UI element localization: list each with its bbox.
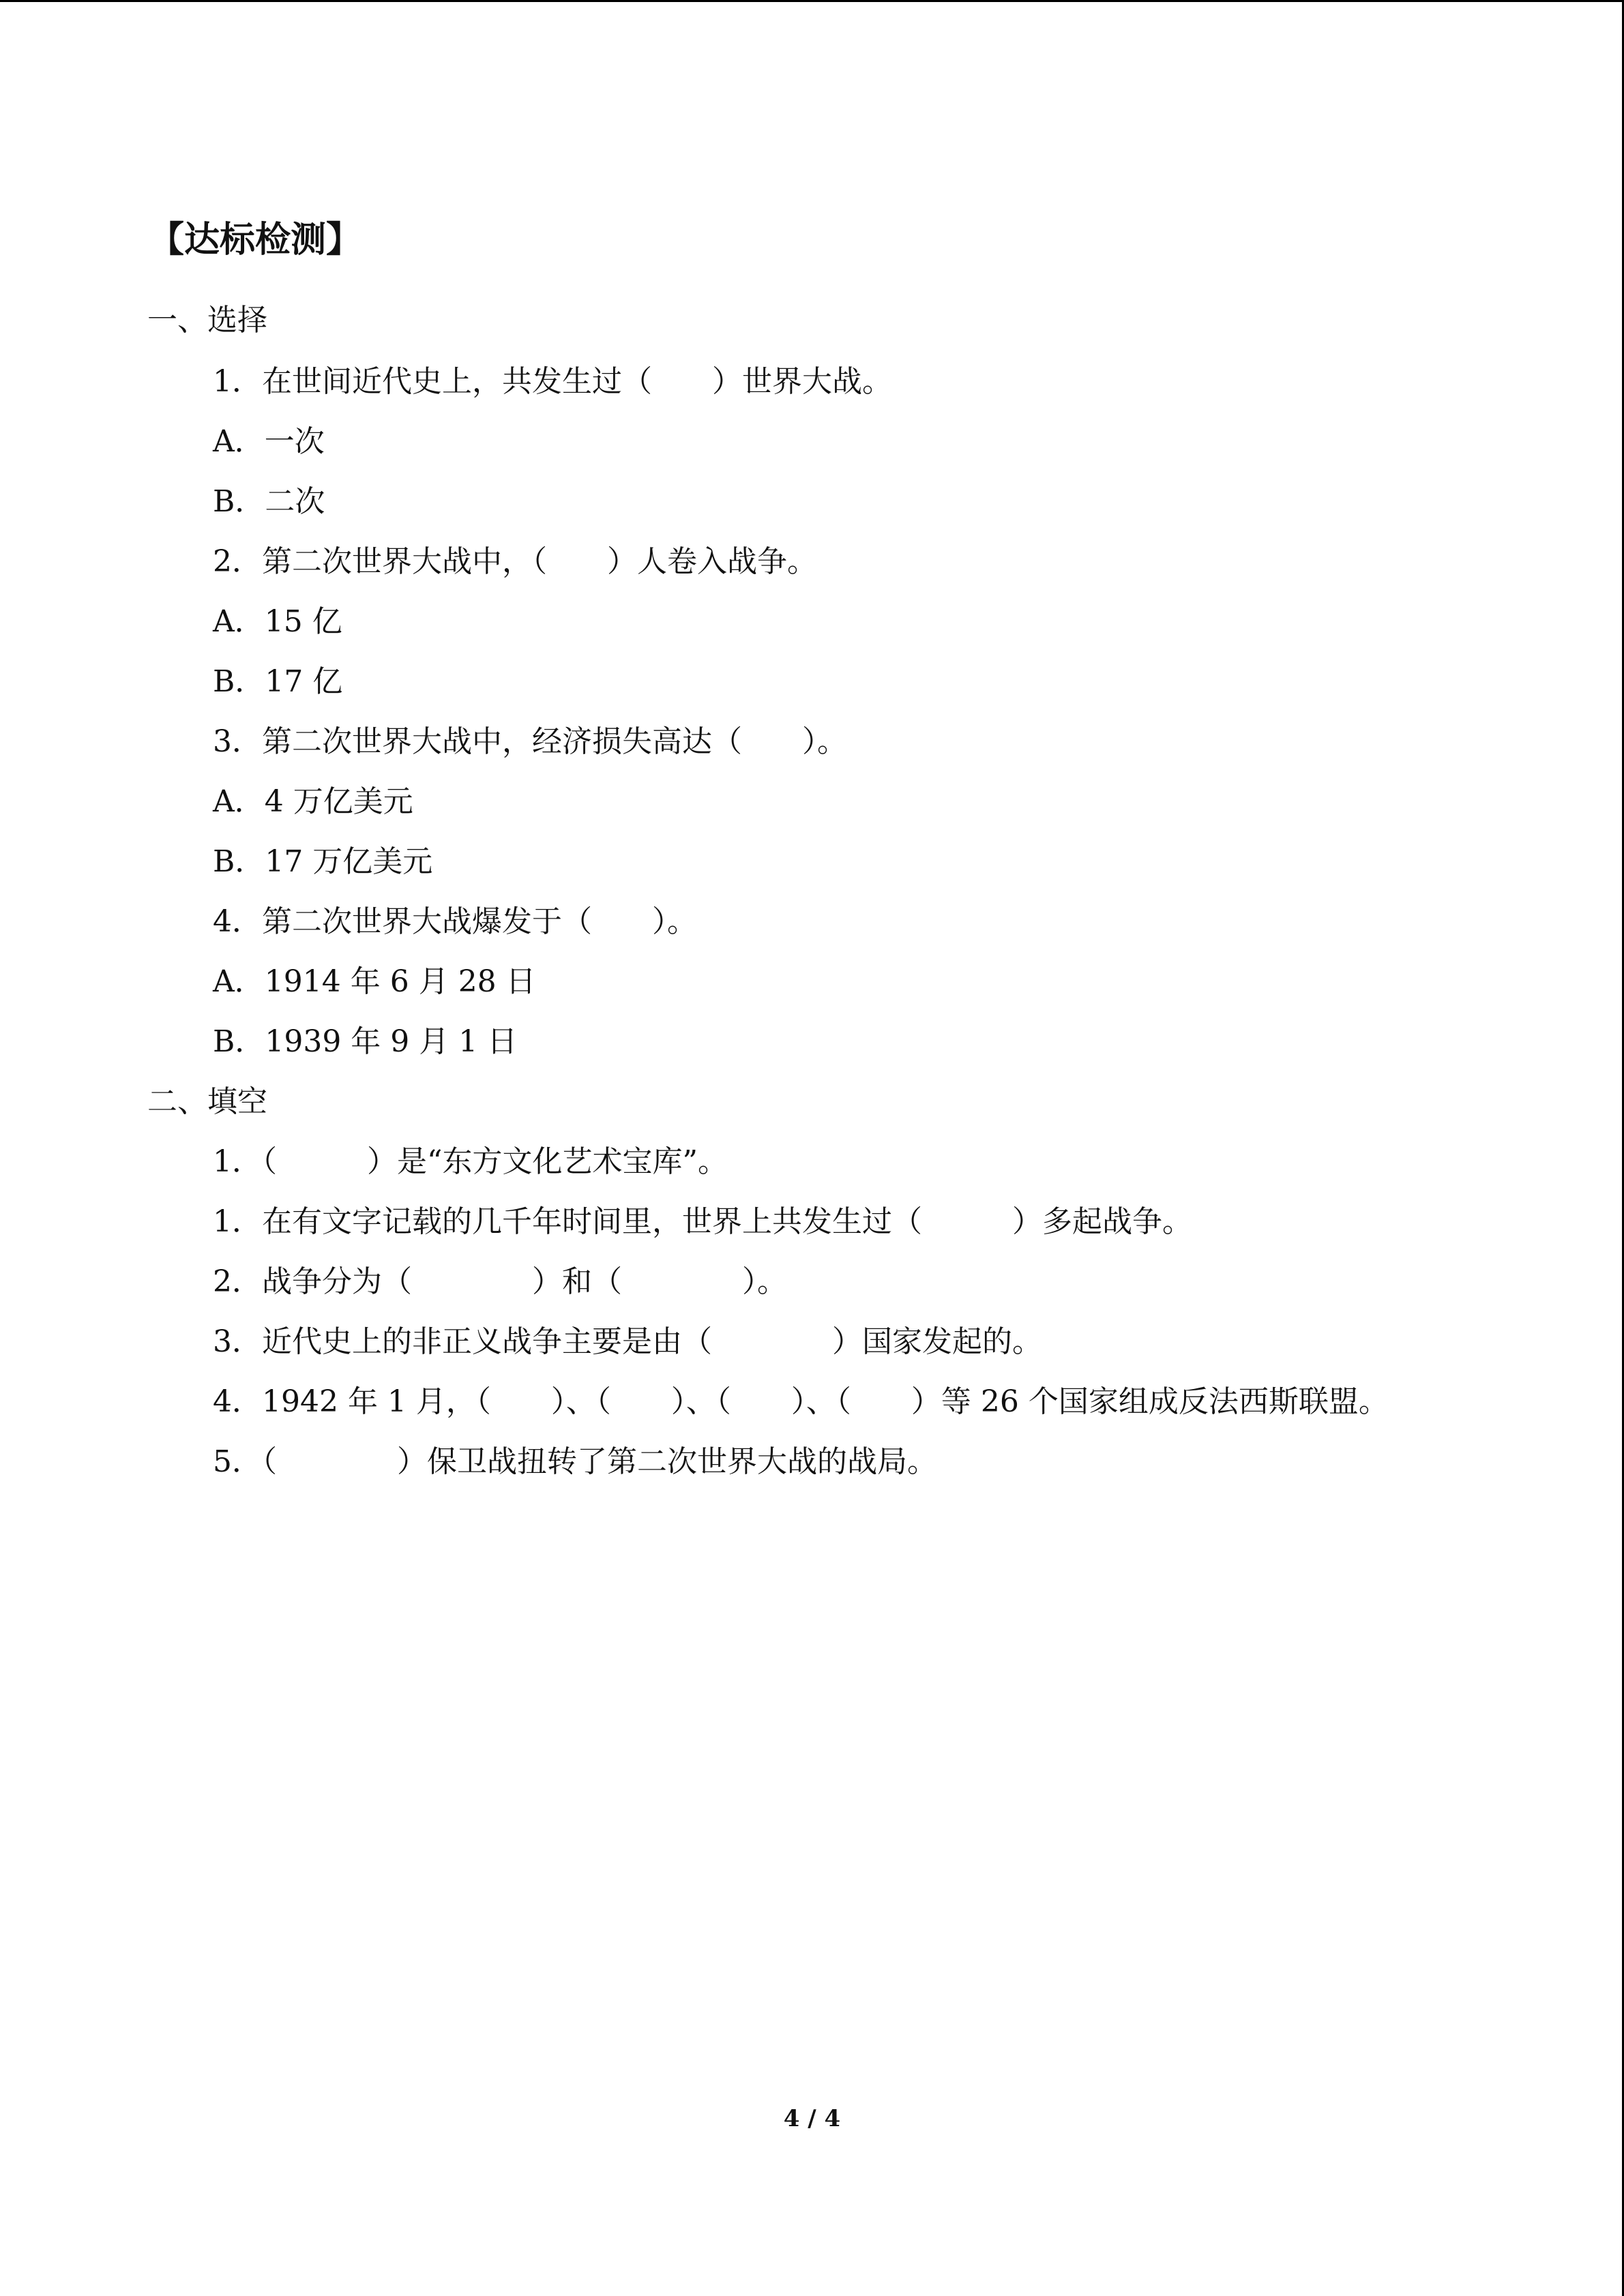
fill-question-1-second: 1．在有文字记载的几千年时间里，世界上共发生过（ ）多起战争。 bbox=[213, 1204, 1192, 1239]
fill-question-3: 3．近代史上的非正义战争主要是由（ ）国家发起的。 bbox=[213, 1324, 1042, 1359]
section-heading-fill: 二、填空 bbox=[147, 1084, 267, 1119]
page-number: 4 / 4 bbox=[783, 2105, 841, 2132]
option-4b: B．1939 年 9 月 1 日 bbox=[213, 1024, 518, 1059]
option-2a: A．15 亿 bbox=[213, 604, 342, 639]
section-heading-choice: 一、选择 bbox=[147, 303, 267, 338]
page-title: 【达标检测】 bbox=[149, 220, 362, 260]
option-1b: B．二次 bbox=[213, 484, 325, 519]
fill-question-5: 5．（ ）保卫战扭转了第二次世界大战的战局。 bbox=[213, 1444, 937, 1479]
question-3: 3．第二次世界大战中，经济损失高达（ ）。 bbox=[213, 724, 847, 759]
fill-question-2: 2．战争分为（ ）和（ ）。 bbox=[213, 1264, 787, 1299]
option-4a: A．1914 年 6 月 28 日 bbox=[213, 964, 536, 999]
option-3b: B．17 万亿美元 bbox=[213, 844, 433, 879]
fill-question-4: 4．1942 年 1 月，（ ）、（ ）、（ ）、（ ）等 26 个国家组成反法西斯联盟。 bbox=[213, 1384, 1389, 1419]
option-3a: A．4 万亿美元 bbox=[213, 784, 413, 819]
page-top-border bbox=[0, 0, 1624, 2]
option-2b: B．17 亿 bbox=[213, 664, 343, 699]
question-4: 4．第二次世界大战爆发于（ ）。 bbox=[213, 904, 697, 939]
question-2: 2．第二次世界大战中，（ ）人卷入战争。 bbox=[213, 544, 817, 579]
option-1a: A．一次 bbox=[213, 424, 325, 459]
fill-question-1: 1．（ ）是“东方文化艺术宝库”。 bbox=[213, 1144, 728, 1179]
question-1: 1．在世间近代史上，共发生过（ ）世界大战。 bbox=[213, 364, 892, 399]
